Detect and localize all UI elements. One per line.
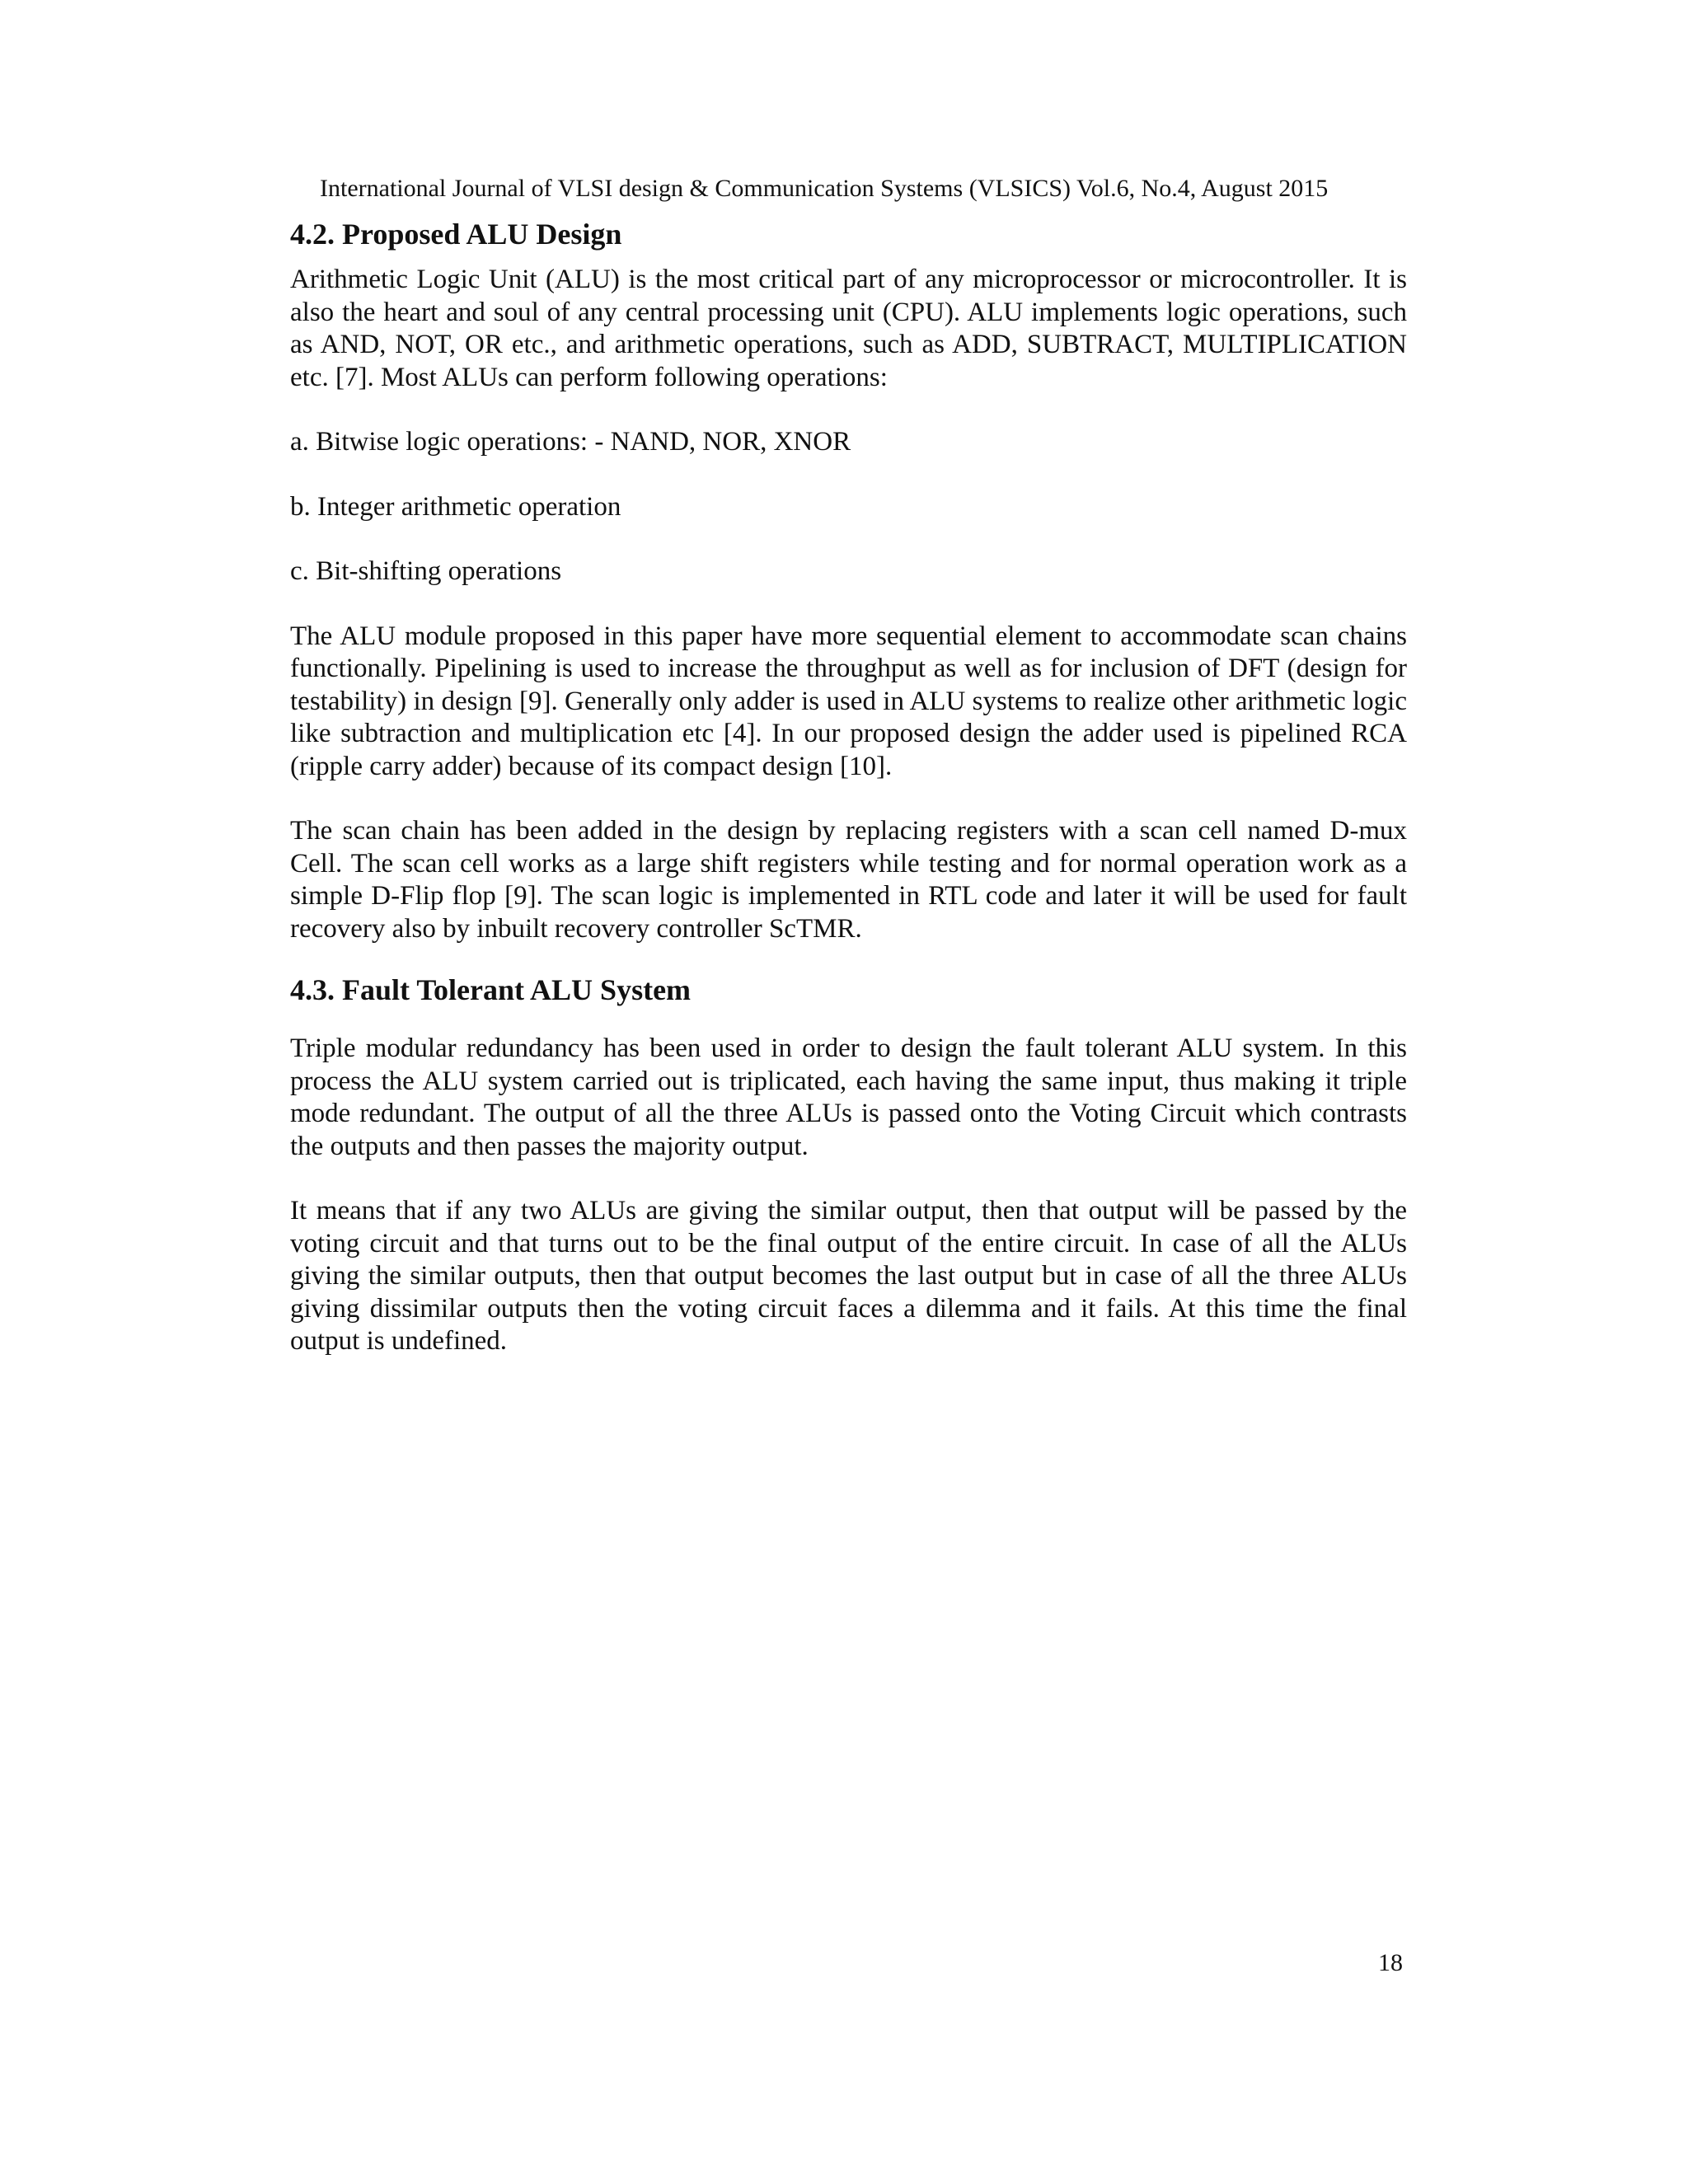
running-header: International Journal of VLSI design & Communication Systems (VLSICS) Vol.6, No.4, August 2015 [320,175,1329,202]
paragraph-voting: It means that if any two ALUs are giving the similar output, then that output will be passed by the voting circuit and that turns out to be the final output of the entire circuit. In case of all the ALUs giving the similar outputs, then that output becomes the last output but in case of all the three ALUs giving dissimilar outputs then the voting circuit faces a dilemma and it fails. At this time the final output is undefined. [290,1196,1407,1356]
paragraph-alu-intro: Arithmetic Logic Unit (ALU) is the most critical part of any microprocessor or microcontroller. It is also the heart and soul of any central processing unit (CPU). ALU implements logic operations, such as AND, NOT, OR etc., and arithmetic operations, such as ADD, SUBTRACT, MULTIPLICATION etc. [7]. Most ALUs can perform following operations: [290,265,1407,392]
paragraph-scan-chain: The scan chain has been added in the design by replacing registers with a scan cell named D-mux Cell. The scan cell works as a large shift registers while testing and for normal operation work as a simple D-Flip flop [9]. The scan logic is implemented in RTL code and later it will be used for fault recovery also by inbuilt recovery controller ScTMR. [290,816,1407,944]
list-item-bitshift: c. Bit-shifting operations [290,556,562,586]
section-heading-4-3: 4.3. Fault Tolerant ALU System [290,973,692,1006]
paragraph-tmr: Triple modular redundancy has been used in order to design the fault tolerant ALU system. In this process the ALU system carried out is triplicated, each having the same input, thus making it triple mode redundant. The output of all the three ALUs is passed onto the Voting Circuit which contrasts the outputs and then passes the majority output. [290,1033,1407,1161]
list-item-integer: b. Integer arithmetic operation [290,491,621,522]
page-body [290,216,1407,1358]
page-number: 18 [1378,1949,1403,1976]
section-heading-4-2: 4.2. Proposed ALU Design [290,218,622,251]
list-item-bitwise: a. Bitwise logic operations: - NAND, NOR, XNOR [290,427,851,457]
paragraph-alu-module: The ALU module proposed in this paper have more sequential element to accommodate scan chains functionally. Pipelining is used to increase the throughput as well as for inclusion of DFT (design for testability) in design [9]. Generally only adder is used in ALU systems to realize other arithmetic logic like subtraction and multiplication etc [4]. In our proposed design the adder used is pipelined RCA (ripple carry adder) because of its compact design [10]. [290,621,1407,781]
